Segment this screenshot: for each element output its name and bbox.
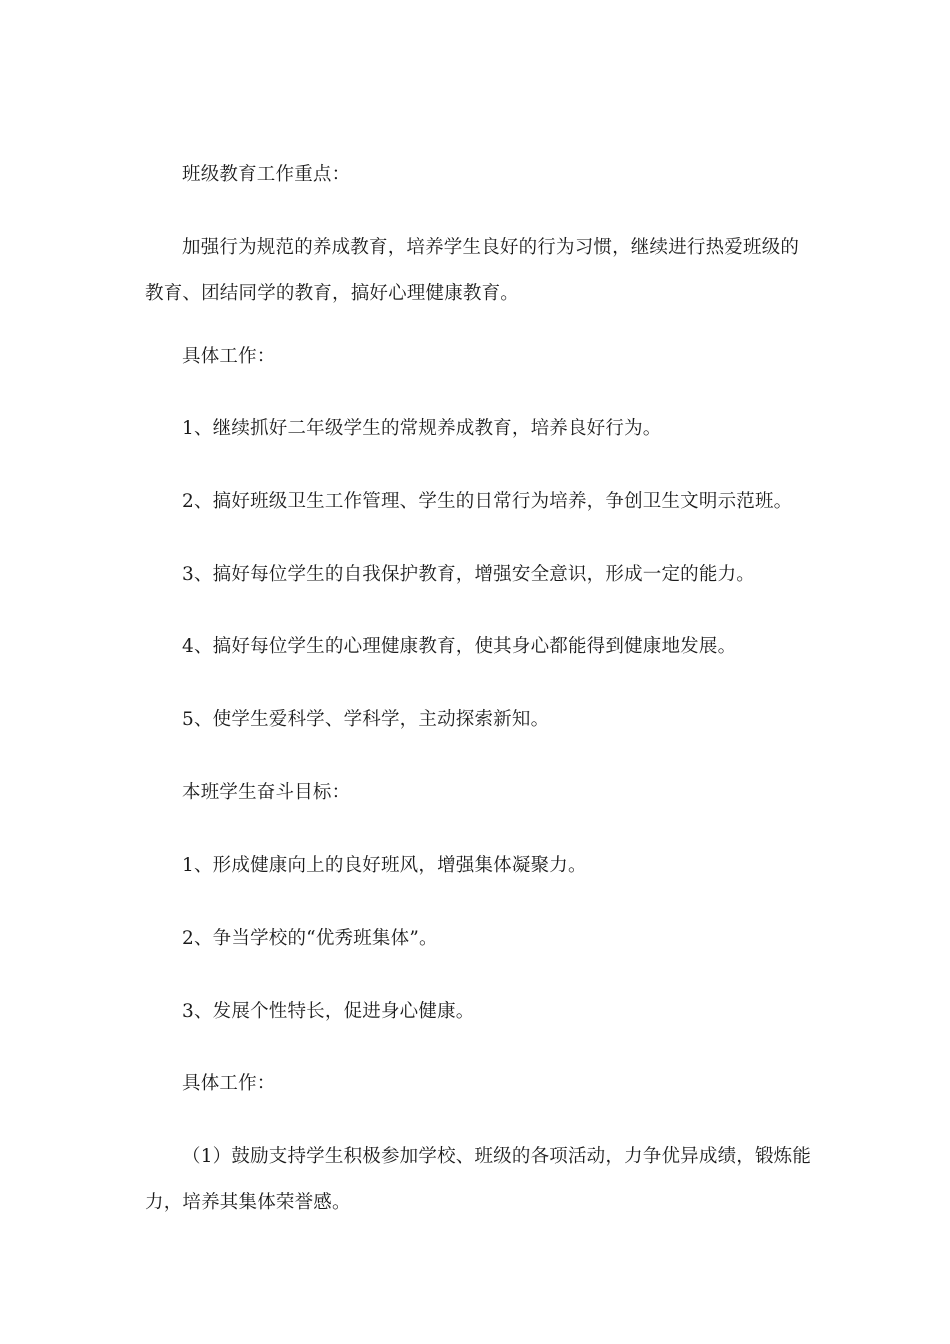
list-item-goal-2: 2、争当学校的“优秀班集体”。 — [182, 928, 438, 949]
list-item-goal-3: 3、发展个性特长，促进身心健康。 — [182, 1001, 475, 1022]
section-heading-specific-work-1: 具体工作： — [182, 346, 276, 367]
list-item-work-5: 5、使学生爱科学、学科学，主动探索新知。 — [182, 709, 550, 730]
paragraph-activity-1: （1）鼓励支持学生积极参加学校、班级的各项活动，力争优异成绩，锻炼能力，培养其集体荣誉感。 — [145, 1146, 812, 1213]
list-item-goal-1: 1、形成健康向上的良好班风，增强集体凝聚力。 — [182, 855, 587, 876]
list-item-work-4: 4、搞好每位学生的心理健康教育，使其身心都能得到健康地发展。 — [182, 636, 737, 657]
paragraph-education-focus: 加强行为规范的养成教育，培养学生良好的行为习惯，继续进行热爱班级的教育、团结同学的教育，搞好心理健康教育。 — [145, 237, 800, 304]
section-heading-class-goals: 本班学生奋斗目标： — [182, 782, 351, 803]
list-item-work-2: 2、搞好班级卫生工作管理、学生的日常行为培养，争创卫生文明示范班。 — [182, 491, 793, 512]
section-heading-specific-work-2: 具体工作： — [182, 1073, 276, 1094]
list-item-work-1: 1、继续抓好二年级学生的常规养成教育，培养良好行为。 — [182, 418, 662, 439]
list-item-work-3: 3、搞好每位学生的自我保护教育，增强安全意识，形成一定的能力。 — [182, 564, 755, 585]
section-heading-class-education-focus: 班级教育工作重点： — [182, 164, 351, 185]
